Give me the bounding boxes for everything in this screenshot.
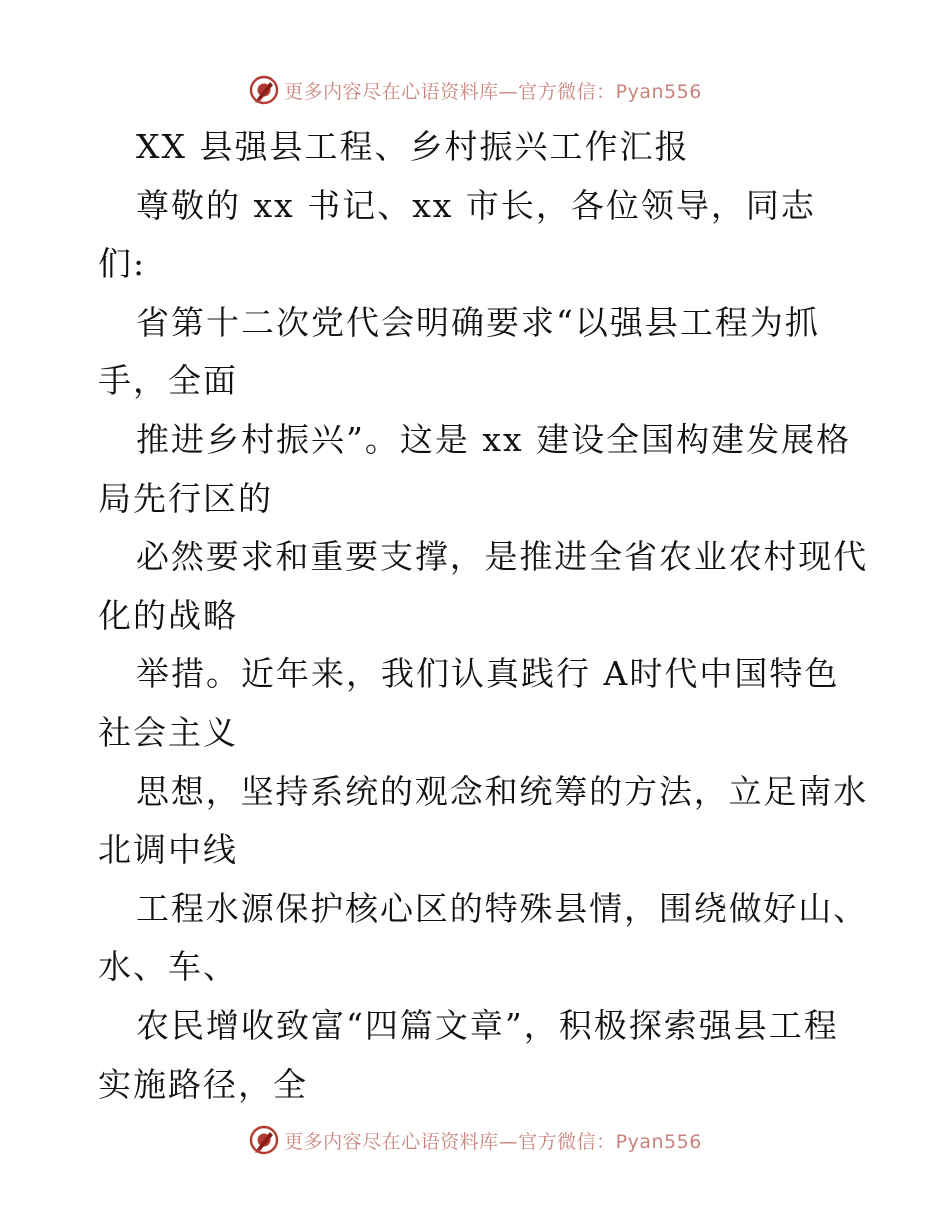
pen-logo-icon — [248, 1124, 280, 1156]
text-line: 必然要求和重要支撑，是推进全省农业农村现代 — [136, 537, 868, 577]
text-line: 举措。近年来，我们认真践行 A时代中国特色 — [136, 654, 840, 694]
text-line: 思想，坚持系统的观念和统筹的方法，立足南水 — [136, 771, 868, 811]
text-line: 局先行区的 — [98, 478, 273, 518]
watermark-text: 更多内容尽在心语资料库—官方微信：Pyan556 — [284, 1130, 702, 1153]
text-line: 尊敬的 xx 书记、xx 市长，各位领导，同志 — [136, 185, 816, 225]
text-line: 水、车、 — [98, 947, 238, 987]
text-line: 手，全面 — [98, 361, 238, 401]
watermark-text: 更多内容尽在心语资料库—官方微信：Pyan556 — [284, 80, 702, 103]
text-line: 北调中线 — [98, 830, 238, 870]
text-line: 省第十二次党代会明确要求“以强县工程为抓 — [136, 302, 820, 342]
text-line: 推进乡村振兴”。这是 xx 建设全国构建发展格 — [136, 419, 852, 459]
text-line: 化的战略 — [98, 595, 238, 635]
header-watermark-banner — [0, 70, 950, 110]
text-line: 社会主义 — [98, 712, 238, 752]
text-line: 工程水源保护核心区的特殊县情，围绕做好山、 — [136, 888, 868, 928]
footer-watermark-banner — [0, 1120, 950, 1160]
document-body — [98, 118, 868, 1114]
text-line: 农民增收致富“四篇文章”，积极探索强县工程 — [136, 1005, 839, 1045]
text-line: XX 县强县工程、乡村振兴工作汇报 — [136, 127, 690, 166]
pen-logo-icon — [248, 74, 280, 106]
text-line: 实施路径，全 — [98, 1064, 308, 1104]
text-line: 们: — [98, 244, 147, 284]
